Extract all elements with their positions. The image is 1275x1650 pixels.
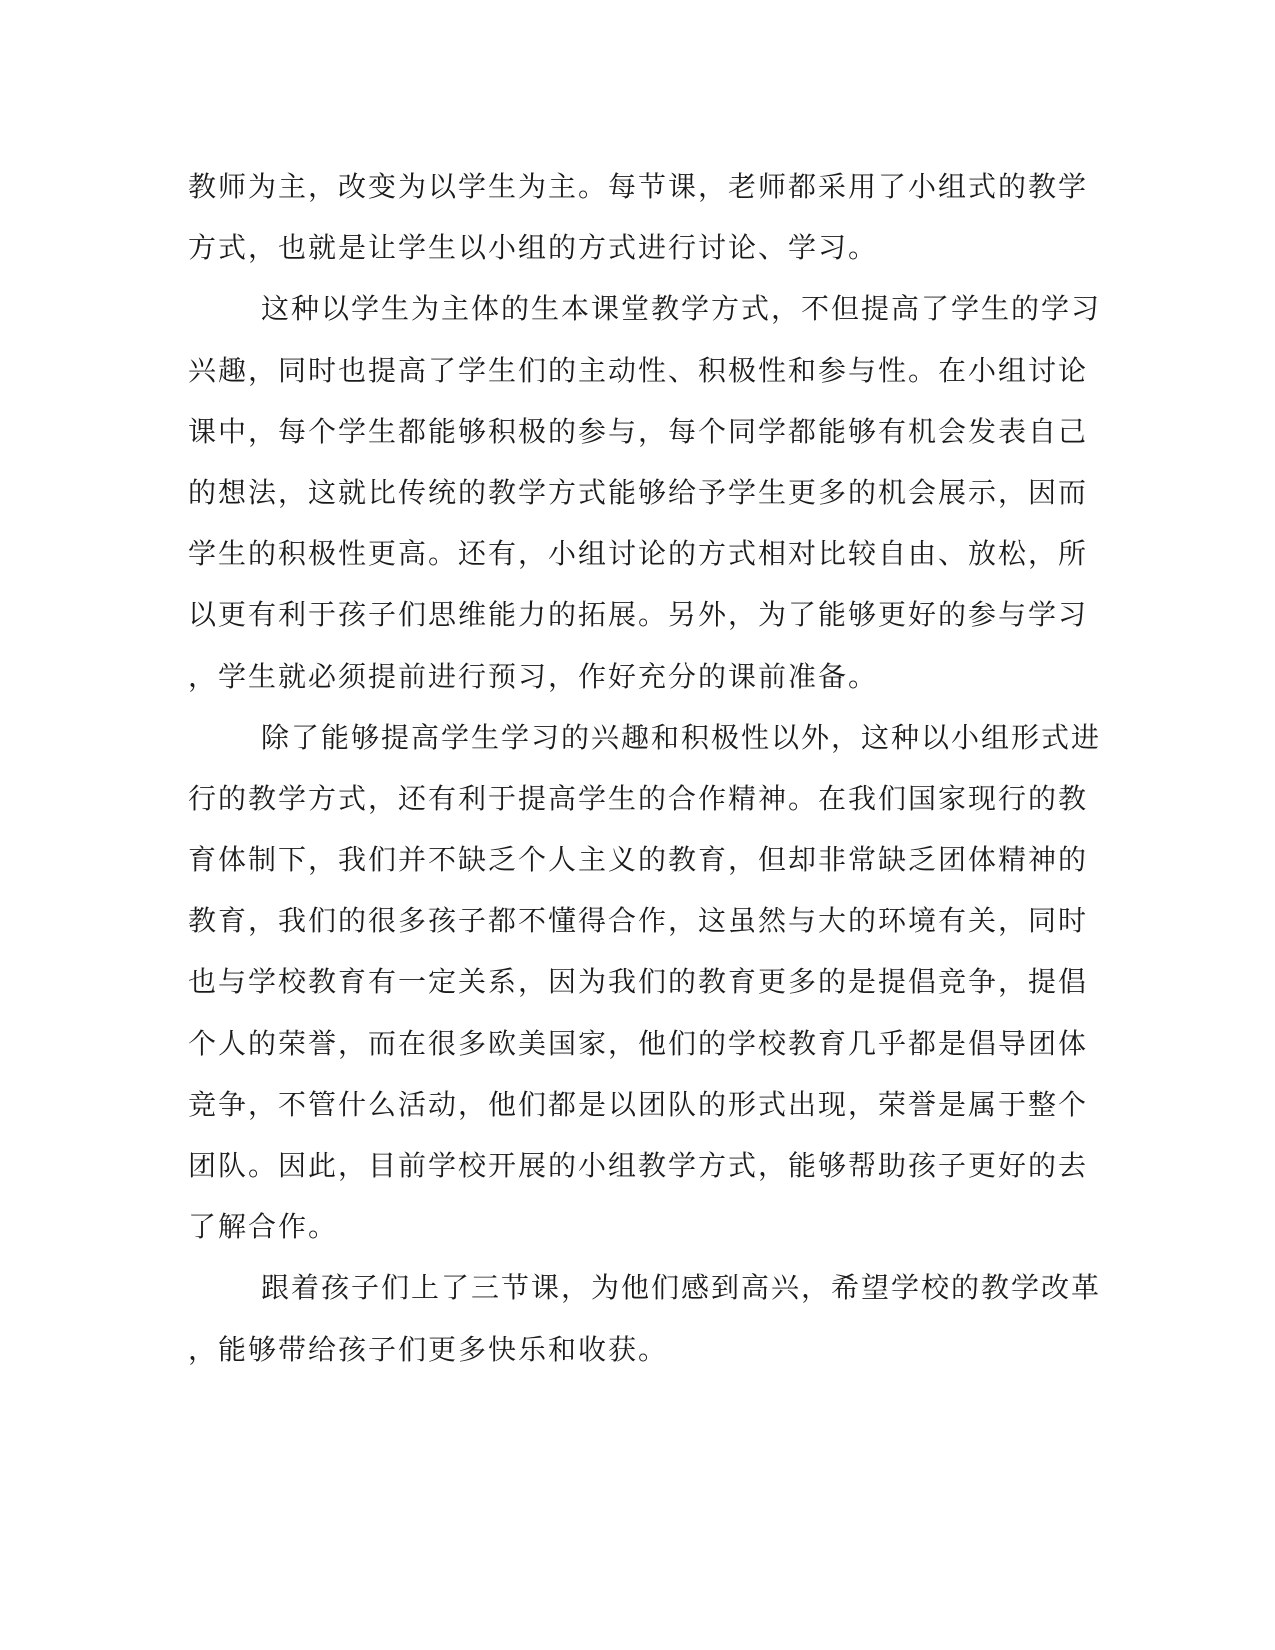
text-line: 教师为主，改变为以学生为主。每节课，老师都采用了小组式的教学	[188, 170, 1089, 203]
text-line: 教育，我们的很多孩子都不懂得合作，这虽然与大的环境有关，同时	[188, 904, 1089, 938]
text-line: 学生的积极性更高。还有，小组讨论的方式相对比较自由、放松，所	[188, 537, 1089, 571]
text-line: 课中，每个学生都能够积极的参与，每个同学都能够有机会发表自己	[188, 414, 1089, 448]
text-line: ，学生就必须提前进行预习，作好充分的课前准备。	[188, 659, 879, 693]
paragraph-first-line: 这种以学生为主体的生本课堂教学方式，不但提高了学生的学习	[261, 292, 1102, 326]
text-line: 也与学校教育有一定关系，因为我们的教育更多的是提倡竞争，提倡	[188, 965, 1089, 999]
text-line: 了解合作。	[188, 1210, 339, 1244]
paragraph-first-line: 跟着孩子们上了三节课，为他们感到高兴，希望学校的教学改革	[261, 1271, 1102, 1305]
text-line: 的想法，这就比传统的教学方式能够给予学生更多的机会展示，因而	[188, 475, 1089, 509]
paragraph-first-line: 除了能够提高学生学习的兴趣和积极性以外，这种以小组形式进	[261, 720, 1102, 754]
text-line: 个人的荣誉，而在很多欧美国家，他们的学校教育几乎都是倡导团体	[188, 1026, 1089, 1060]
text-line: 以更有利于孩子们思维能力的拓展。另外，为了能够更好的参与学习	[188, 598, 1089, 632]
text-line: 育体制下，我们并不缺乏个人主义的教育，但却非常缺乏团体精神的	[188, 843, 1089, 877]
text-line: 竞争，不管什么活动，他们都是以团队的形式出现，荣誉是属于整个	[188, 1087, 1089, 1121]
body-text	[188, 156, 1102, 1380]
text-line: 兴趣，同时也提高了学生们的主动性、积极性和参与性。在小组讨论	[188, 353, 1089, 387]
text-line: ，能够带给孩子们更多快乐和收获。	[188, 1332, 669, 1366]
text-line: 团队。因此，目前学校开展的小组教学方式，能够帮助孩子更好的去	[188, 1149, 1089, 1182]
text-line: 行的教学方式，还有利于提高学生的合作精神。在我们国家现行的教	[188, 781, 1089, 815]
text-line: 方式，也就是让学生以小组的方式进行讨论、学习。	[188, 231, 879, 265]
